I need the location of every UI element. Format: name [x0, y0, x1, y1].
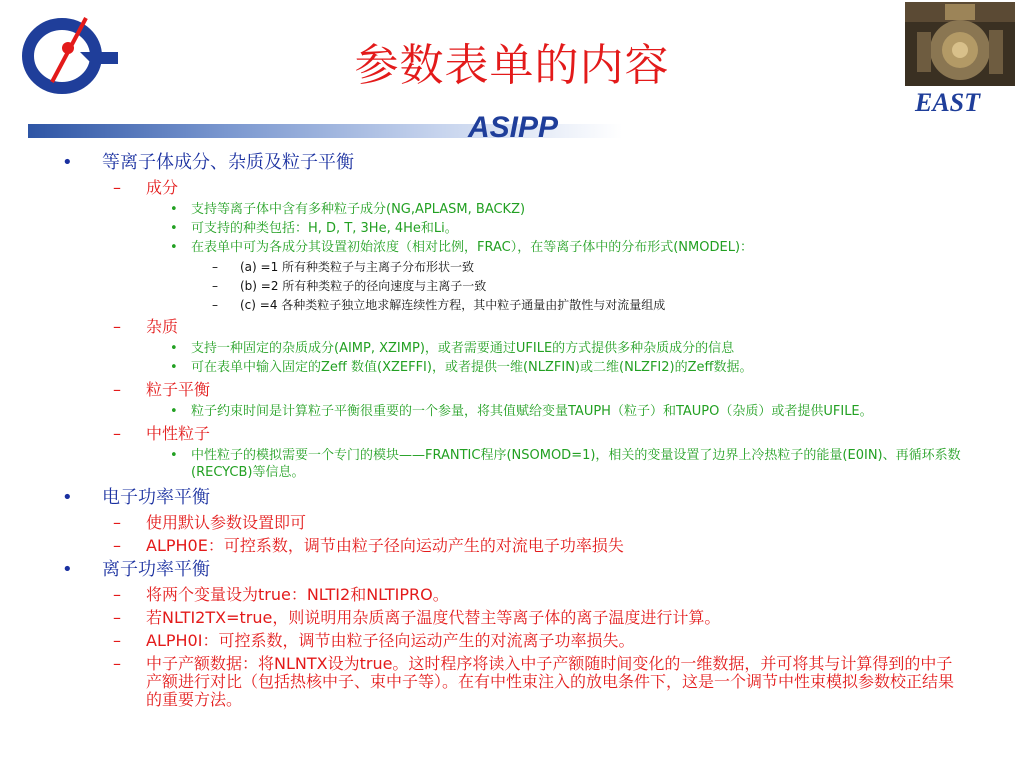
subsection-composition: – 成分 — [0, 176, 1024, 199]
list-item: • 可在表单中输入固定的Zeff 数值(XZEFFI)，或者提供一维(NLZFIN)或二维(NLZFI2)的Zeff数据。 — [0, 359, 1024, 376]
list-item: • 可支持的种类包括：H, D, T, 3He, 4He和Li。 — [0, 220, 1024, 237]
list-item: – ALPH0I：可控系数，调节由粒子径向运动产生的对流离子功率损失。 — [0, 629, 1024, 652]
list-item: • 在表单中可为各成分其设置初始浓度（相对比例，FRAC），在等离子体中的分布形式(NMODEL)： — [0, 239, 1024, 256]
list-item: – 若NLTI2TX=true，则说明用杂质离子温度代替主等离子体的离子温度进行计算。 — [0, 606, 1024, 629]
list-item: – ALPH0E：可控系数，调节由粒子径向运动产生的对流电子功率损失 — [0, 534, 1024, 557]
subsection-impurity: – 杂质 — [0, 315, 1024, 338]
list-item: – (c) =4 各种类粒子独立地求解连续性方程，其中粒子通量由扩散性与对流量组成 — [0, 296, 1024, 315]
content-list — [0, 150, 1024, 709]
list-item: • 支持一种固定的杂质成分(AIMP, XZIMP)，或者需要通过UFILE的方式提供多种杂质成分的信息 — [0, 340, 1024, 357]
list-item: – 中子产额数据：将NLNTX设为true。这时程序将读入中子产额随时间变化的一维数据，并可将其与计算得到的中子产额进行对比（包括热核中子、束中子等）。在有中性束注入的放电条件下，这是一个调节中性束模拟参数校正结果的重要方法。 — [0, 655, 1024, 709]
list-item: – (a) =1 所有种类粒子与主离子分布形状一致 — [0, 258, 1024, 277]
list-item: • 粒子约束时间是计算粒子平衡很重要的一个参量，将其值赋给变量TAUPH（粒子）和TAUPO（杂质）或者提供UFILE。 — [0, 403, 1024, 420]
list-item: • 支持等离子体中含有多种粒子成分(NG,APLASM, BACKZ) — [0, 201, 1024, 218]
list-item: – (b) =2 所有种类粒子的径向速度与主离子一致 — [0, 277, 1024, 296]
list-item: – 将两个变量设为true：NLTI2和NLTIPRO。 — [0, 583, 1024, 606]
page-title: 参数表单的内容 — [354, 40, 670, 91]
page-subtitle: ASIPP — [468, 111, 559, 144]
section-ion-power-balance: • 离子功率平衡 — [0, 557, 1024, 583]
list-item: – 使用默认参数设置即可 — [0, 511, 1024, 534]
section-electron-power-balance: • 电子功率平衡 — [0, 485, 1024, 511]
list-item: • 中性粒子的模拟需要一个专门的模块——FRANTIC程序(NSOMOD=1)，相关的变量设置了边界上冷热粒子的能量(E0IN)、再循环系数(RECYCB)等信息。 — [0, 447, 1024, 481]
section-plasma-composition: • 等离子体成分、杂质及粒子平衡 — [0, 150, 1024, 176]
subsection-neutral-particles: – 中性粒子 — [0, 422, 1024, 445]
east-label: EAST — [915, 88, 981, 117]
subsection-particle-balance: – 粒子平衡 — [0, 378, 1024, 401]
